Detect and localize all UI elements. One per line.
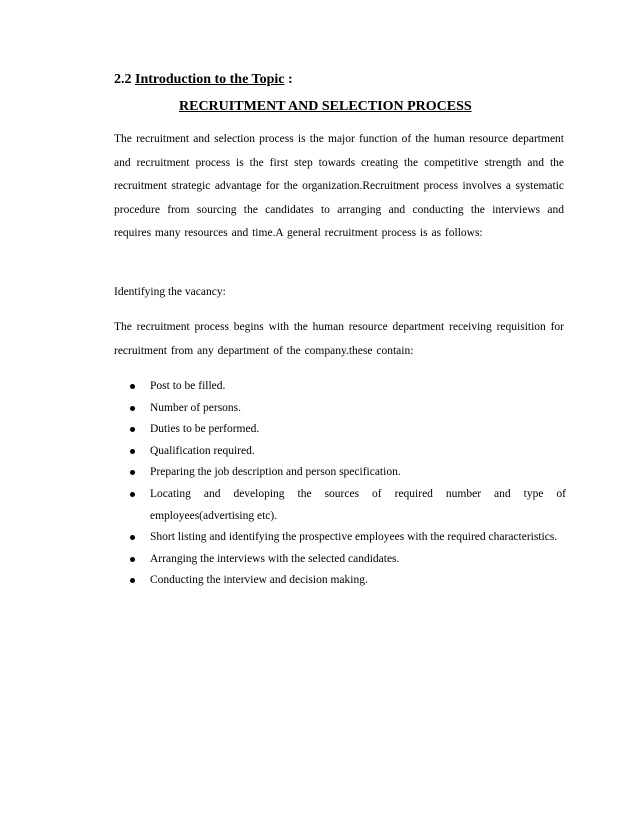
bullet-icon (130, 470, 135, 475)
list-item-text: Post to be filled. (150, 380, 226, 392)
list-item-text: Short listing and identifying the prospective employees with the required characteristics. (150, 531, 558, 544)
list-item-text: Conducting the interview and decision making. (150, 574, 368, 587)
list-item (130, 462, 566, 484)
section-suffix: : (288, 72, 293, 87)
list-item-text: Duties to be performed. (150, 423, 260, 436)
list-item-text: Arranging the interviews with the selected candidates. (150, 552, 400, 565)
section-number: 2.2 (114, 72, 132, 87)
section-heading (114, 72, 293, 88)
list-item-text: Locating and developing the sources of required number and type of employees(advertising etc). (150, 487, 566, 522)
list-item (130, 419, 566, 441)
list-item (130, 484, 566, 527)
bullet-icon (130, 406, 135, 411)
bullet-icon (130, 449, 135, 454)
list-item-text: Preparing the job description and person specification. (150, 466, 401, 479)
intro-paragraph: The recruitment and selection process is the major function of the human resource department and recruitment process is the first step towards creating the competitive strength and the recruitment strategic advantage for the organization.Recruitment process involves a systematic procedure from sourcing the candidates to arranging and conducting the interviews and requires many resources and time.A general recruitment process is as follows: (114, 133, 564, 240)
list-item (130, 549, 566, 571)
bullet-icon (130, 492, 135, 497)
list-item (130, 441, 566, 463)
list-item-text: Qualification required. (150, 444, 255, 457)
subheading-identifying-vacancy: Identifying the vacancy: (114, 286, 226, 298)
requisition-paragraph: The recruitment process begins with the human resource department receiving requisition for recruitment from any department of the company.these contain: (114, 321, 564, 357)
section-title: Introduction to the Topic (135, 72, 285, 87)
document-title: RECRUITMENT AND SELECTION PROCESS (179, 99, 472, 114)
requisition-contents-list (130, 376, 566, 592)
bullet-icon (130, 427, 135, 432)
list-item-text: Number of persons. (150, 401, 242, 414)
list-item (130, 527, 566, 549)
bullet-icon (130, 578, 135, 583)
list-item (130, 570, 566, 592)
list-item (130, 398, 566, 420)
bullet-icon (130, 535, 135, 540)
bullet-icon (130, 384, 135, 389)
list-item (130, 376, 566, 398)
bullet-icon (130, 557, 135, 562)
